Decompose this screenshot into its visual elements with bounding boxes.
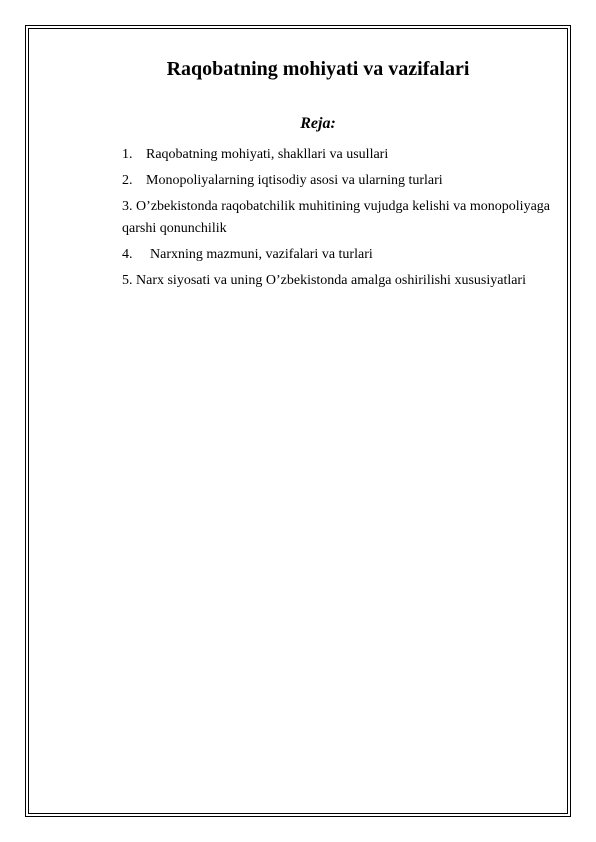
plan-item-4 bbox=[122, 244, 550, 266]
plan-heading: Reja: bbox=[300, 115, 336, 132]
plan-item-number: 3. bbox=[122, 199, 133, 214]
plan-item-text: Monopoliyalarning iqtisodiy asosi va ularning turlari bbox=[146, 173, 443, 188]
plan-item-number: 4. bbox=[122, 247, 133, 262]
plan-item-number: 5. bbox=[122, 273, 133, 288]
plan-item-text: Narx siyosati va uning O’zbekistonda amalga oshirilishi xususiyatlari bbox=[136, 273, 526, 288]
plan-item-number: 2. bbox=[122, 173, 133, 188]
plan-list bbox=[122, 144, 550, 292]
plan-item-3 bbox=[122, 196, 550, 240]
plan-item-text: Raqobatning mohiyati, shakllari va usullari bbox=[146, 147, 389, 162]
plan-item-2 bbox=[122, 170, 550, 192]
document-title: Raqobatning mohiyati va vazifalari bbox=[166, 58, 470, 80]
plan-item-1 bbox=[122, 144, 550, 166]
plan-item-number: 1. bbox=[122, 147, 133, 162]
plan-item-text: Narxning mazmuni, vazifalari va turlari bbox=[150, 247, 373, 262]
plan-item-text: O’zbekistonda raqobatchilik muhitining vujudga kelishi va monopoliyaga qarshi qonunchilik bbox=[122, 199, 550, 236]
plan-item-5 bbox=[122, 270, 550, 292]
